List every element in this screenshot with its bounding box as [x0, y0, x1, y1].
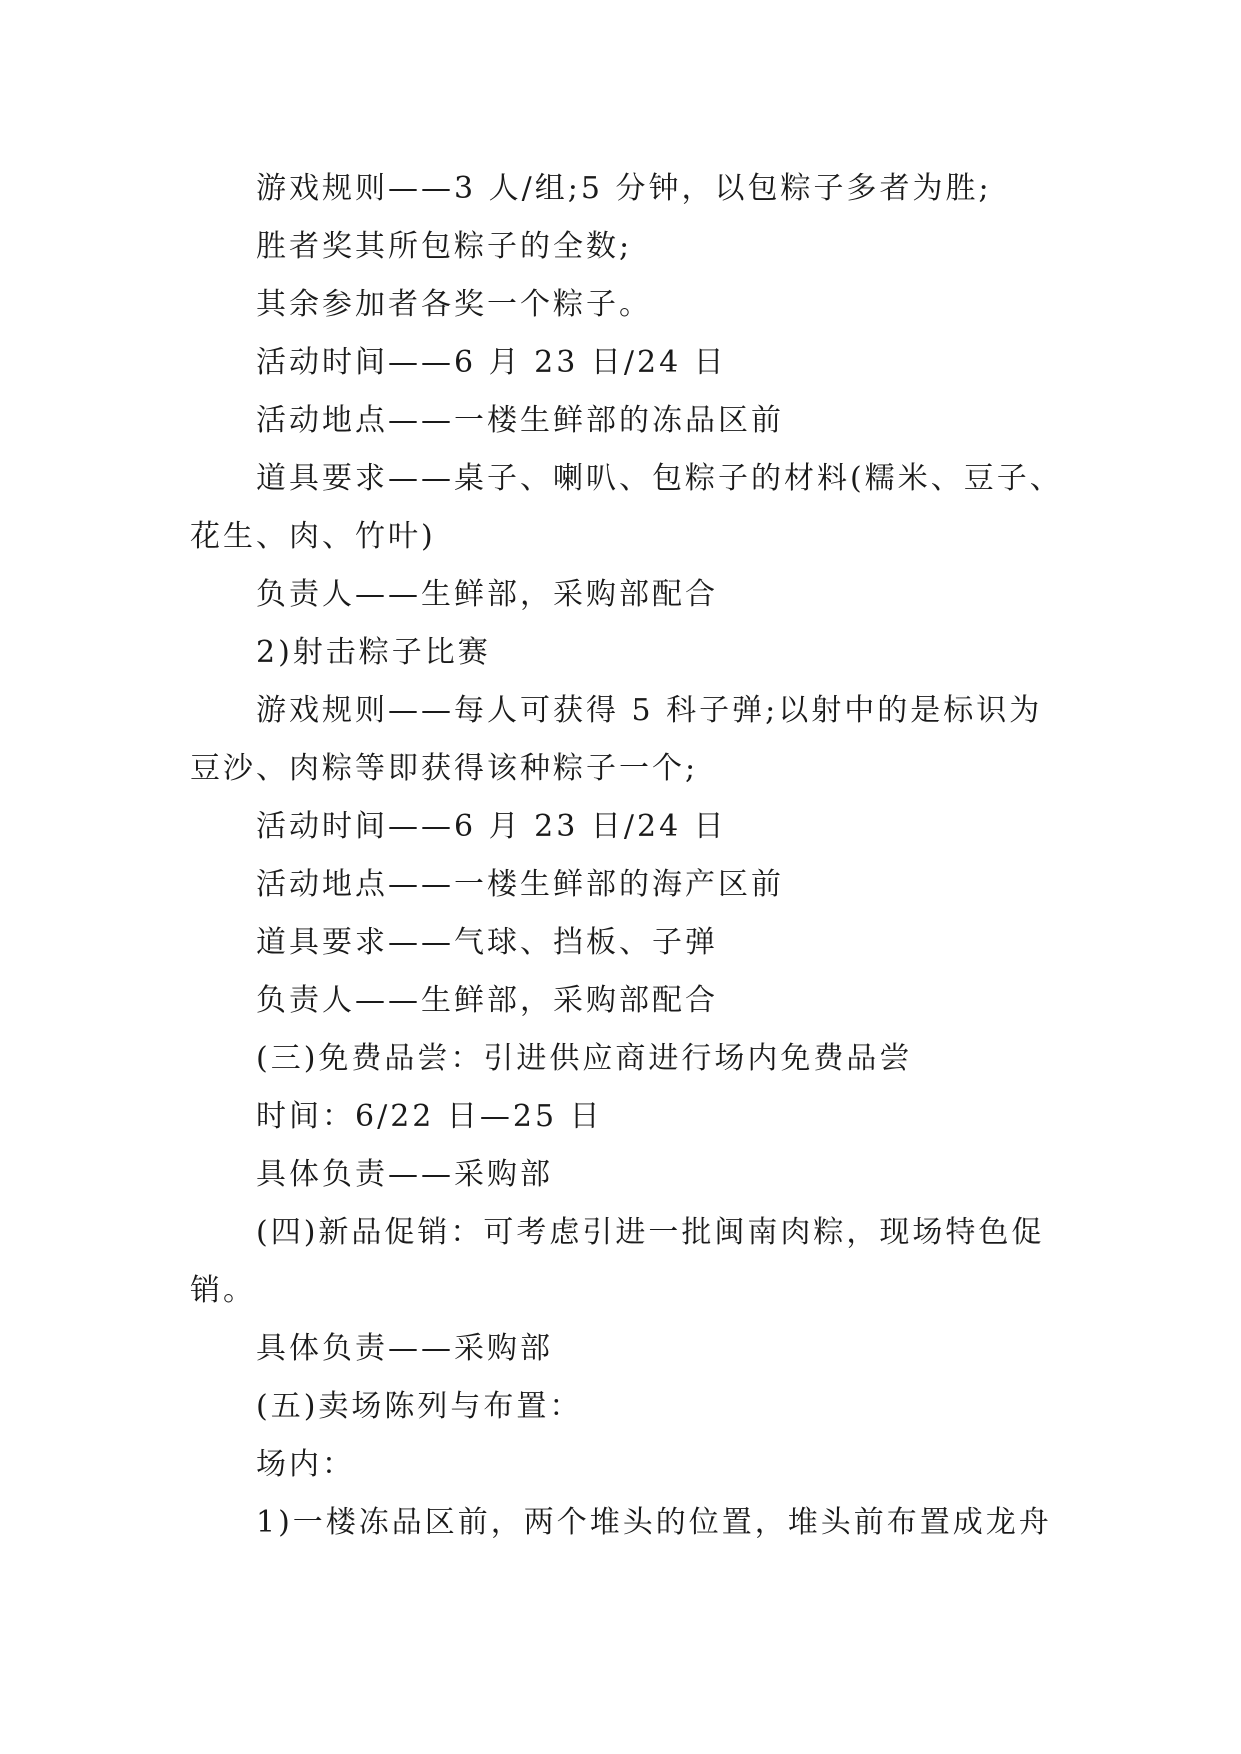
paragraph-activity-time-1: 活动时间——6 月 23 日/24 日 — [256, 345, 727, 380]
paragraph-display-item-1: 1)一楼冻品区前，两个堆头的位置，堆头前布置成龙舟 — [256, 1505, 1052, 1540]
paragraph-activity-location-1: 活动地点——一楼生鲜部的冻品区前 — [256, 403, 784, 438]
paragraph-section-shooting: 2)射击粽子比赛 — [256, 635, 491, 670]
paragraph-tasting-time: 时间：6/22 日—25 日 — [256, 1099, 603, 1134]
paragraph-tasting-owner: 具体负责——采购部 — [256, 1157, 553, 1192]
paragraph-activity-location-2: 活动地点——一楼生鲜部的海产区前 — [256, 867, 784, 902]
paragraph-activity-time-2: 活动时间——6 月 23 日/24 日 — [256, 809, 727, 844]
paragraph-section-free-tasting: (三)免费品尝：引进供应商进行场内免费品尝 — [256, 1041, 913, 1076]
paragraph-participant-prize: 其余参加者各奖一个粽子。 — [256, 287, 652, 322]
paragraph-section-new-product: (四)新品促销：可考虑引进一批闽南肉粽，现场特色促销。 — [190, 1215, 1045, 1308]
paragraph-section-display: (五)卖场陈列与布置： — [256, 1389, 583, 1424]
paragraph-game-rules-2: 游戏规则——每人可获得 5 科子弹;以射中的是标识为豆沙、肉粽等即获得该种粽子一个; — [190, 693, 1043, 786]
paragraph-indoor: 场内： — [256, 1447, 355, 1482]
document-body — [190, 160, 1070, 1552]
paragraph-props-2: 道具要求——气球、挡板、子弹 — [256, 925, 718, 960]
paragraph-owner-2: 负责人——生鲜部，采购部配合 — [256, 983, 718, 1018]
paragraph-owner-1: 负责人——生鲜部，采购部配合 — [256, 577, 718, 612]
paragraph-props-1: 道具要求——桌子、喇叭、包粽子的材料(糯米、豆子、花生、肉、竹叶) — [190, 461, 1063, 554]
paragraph-new-product-owner: 具体负责——采购部 — [256, 1331, 553, 1366]
paragraph-winner-prize: 胜者奖其所包粽子的全数; — [256, 229, 633, 264]
paragraph-game-rules-1: 游戏规则——3 人/组;5 分钟，以包粽子多者为胜; — [256, 171, 992, 206]
